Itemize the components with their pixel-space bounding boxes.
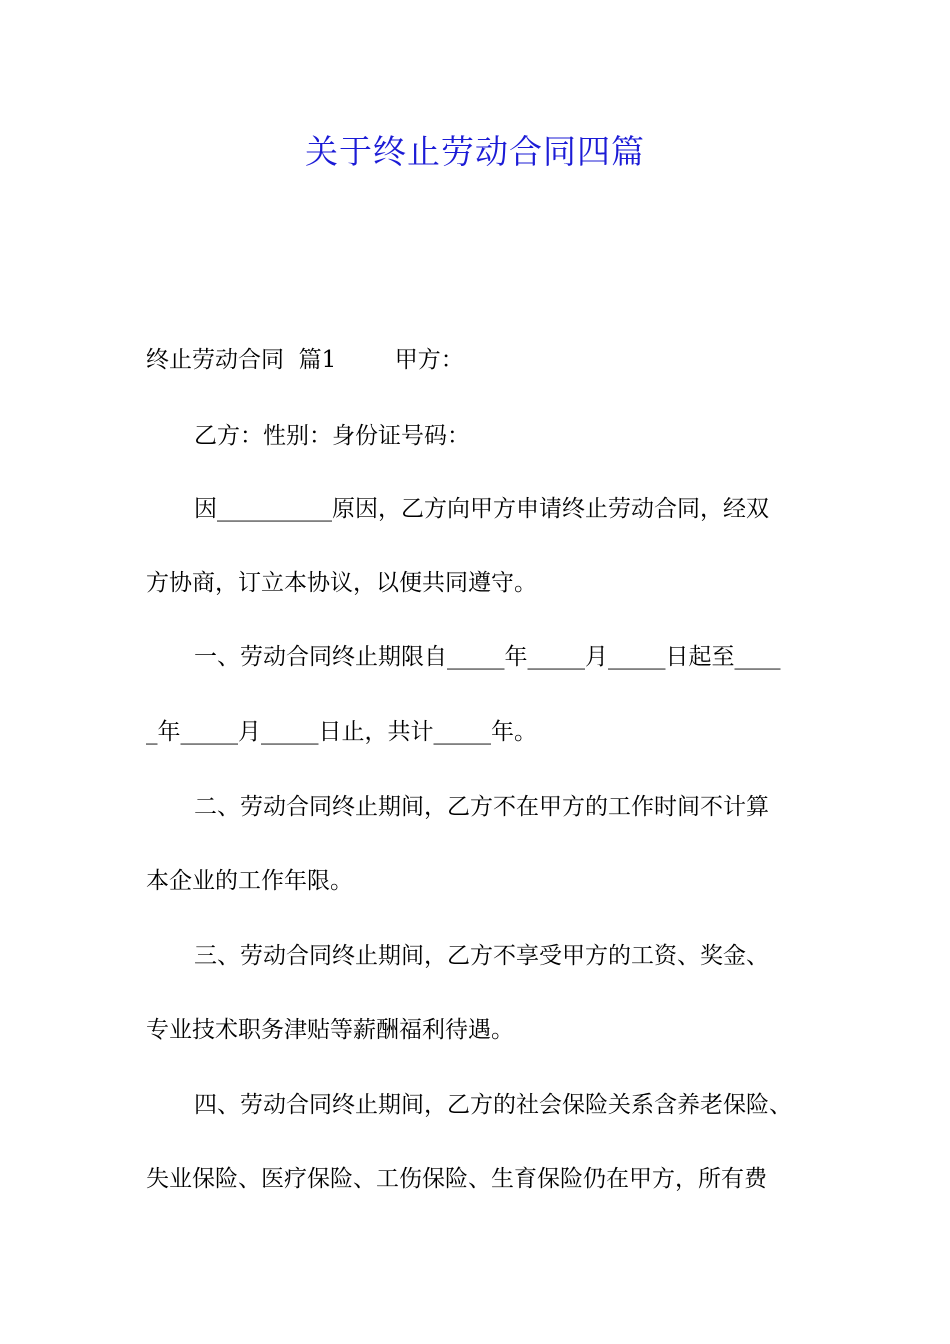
- clause-1-line: 一、劳动合同终止期限自_____年_____月_____日起至____: [194, 644, 781, 670]
- paragraph-line: 因__________原因，乙方向甲方申请终止劳动合同，经双: [194, 496, 769, 522]
- section-heading-line: 终止劳动合同 篇1 甲方：: [146, 347, 464, 373]
- clause-4-line: 四、劳动合同终止期间，乙方的社会保险关系含养老保险、: [194, 1092, 792, 1118]
- clause-3-line: 专业技术职务津贴等薪酬福利待遇。: [146, 1017, 514, 1043]
- party-b-line: 乙方：性别：身份证号码：: [194, 423, 470, 449]
- paragraph-line: 方协商，订立本协议，以便共同遵守。: [146, 570, 537, 596]
- clause-2-line: 本企业的工作年限。: [146, 868, 353, 894]
- clause-2-line: 二、劳动合同终止期间，乙方不在甲方的工作时间不计算: [194, 794, 769, 820]
- clause-4-line: 失业保险、医疗保险、工伤保险、生育保险仍在甲方，所有费: [146, 1166, 767, 1192]
- clause-1-line: _年_____月_____日止，共计_____年。: [146, 719, 537, 745]
- document-title: 关于终止劳动合同四篇: [305, 132, 645, 171]
- clause-3-line: 三、劳动合同终止期间，乙方不享受甲方的工资、奖金、: [194, 943, 769, 969]
